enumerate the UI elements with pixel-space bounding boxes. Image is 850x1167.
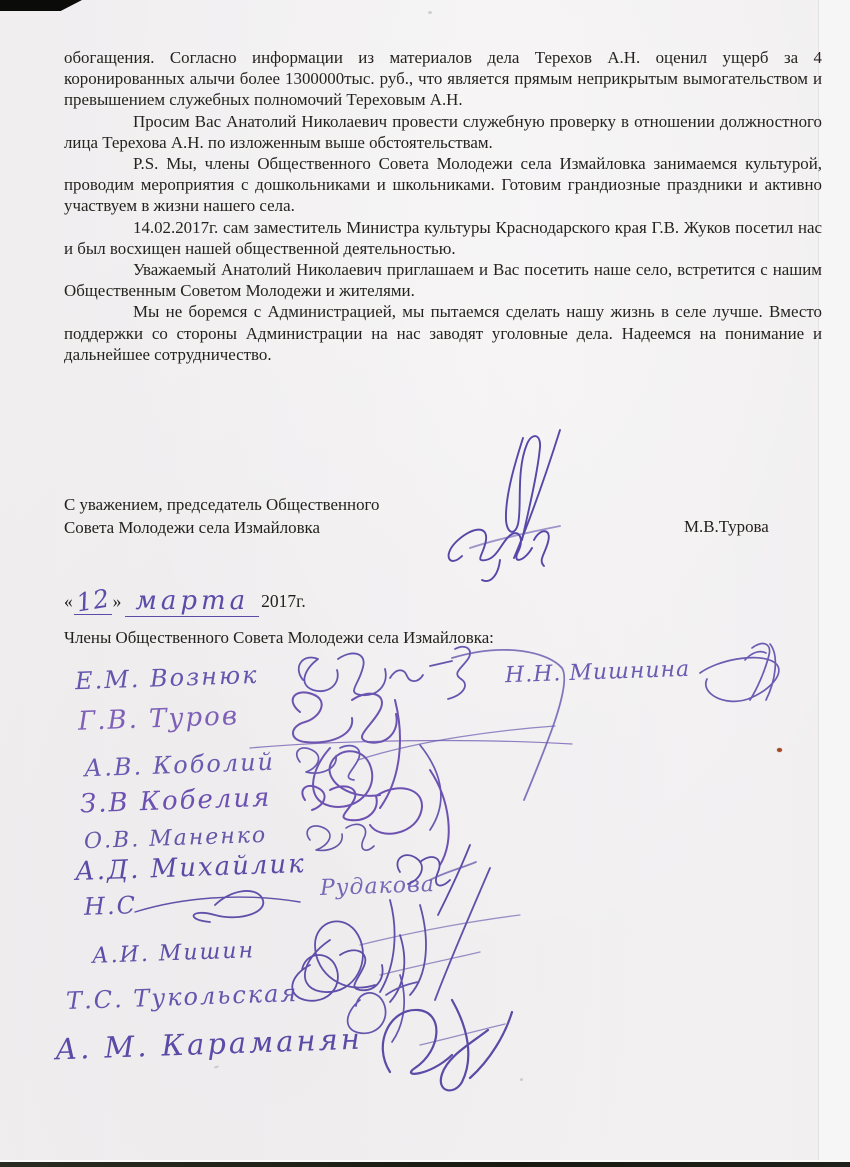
paragraph-visit: 14.02.2017г. сам заместитель Министра культуры Краснодарского края Г.В. Жуков посетил нас и был восхищен нашей общественной деятельностью.: [64, 217, 822, 258]
closing-line-2: Совета Молодежи села Измайловка: [64, 517, 321, 537]
paragraph-ps: P.S. Мы, члены Общественного Совета Молодежи села Измайловка занимаемся культурой, проводим мероприятия с дошкольниками и школьниками. Готовим грандиозные праздники и активно участвуем в жизни нашего села.: [64, 154, 822, 216]
member-name-10: А. М. Караманян: [54, 1021, 364, 1067]
paragraph-invitation: Уважаемый Анатолий Николаевич приглашаем и Вас посетить наше село, встретится с нашим Общественным Советом Молодежи и жителями.: [64, 260, 822, 301]
scan-corner-artifact: [0, 0, 82, 11]
handwritten-day: 12: [74, 583, 112, 618]
handwritten-month: марта: [135, 586, 250, 616]
closing-line-1: С уважением, председатель Общественного: [64, 495, 380, 514]
member-2-flourish: [250, 692, 572, 808]
chairman-signature-stroke: [482, 560, 500, 581]
member-name-3: А.В. Коболий: [83, 747, 276, 783]
chairman-signature-stroke: [506, 436, 540, 540]
member-3-flourish: [297, 726, 555, 830]
members-heading: Члены Общественного Совета Молодежи села Измайловка:: [64, 628, 494, 647]
chairman-signature-stroke: [534, 531, 549, 566]
paragraph-request: Просим Вас Анатолий Николаевич провести служебную проверку в отношении должностного лица Терехова А.Н. по изложенным выше обстоятельствам.: [64, 111, 822, 152]
member-name-7b: Рудакова: [319, 872, 436, 901]
member-name-4: З.В Кобелия: [79, 782, 272, 820]
letter-body: [64, 47, 822, 365]
scan-edge-strip: [818, 0, 850, 1167]
member-name-1b: Н.Н. Мишнина: [504, 656, 691, 689]
paper-speck: [520, 1078, 523, 1081]
chairman-signature-stroke: [514, 430, 560, 558]
year-label: 2017г.: [261, 591, 306, 611]
member-name-1: Е.М. Вознюк: [74, 660, 259, 696]
signer-name: М.В.Турова: [684, 517, 769, 536]
paragraph-conclusion: Мы не боремся с Администрацией, мы пытаемся сделать нашу жизнь в селе лучше. Вместо поддержки со стороны Администрации на нас заводят уголовные дела. Надеемся на понимание и дальнейшее сотрудничество.: [64, 302, 822, 364]
member-5-flourish: [307, 824, 374, 850]
member-name-7: Н.С: [83, 891, 138, 921]
paper-speck: [214, 1065, 219, 1069]
paper-speck: [428, 11, 432, 14]
scan-bottom-strip: [0, 1162, 850, 1167]
chairman-signature-stroke: [449, 530, 532, 561]
member-1b-flourish: [700, 644, 779, 702]
ink-dot-artifact: [777, 748, 782, 752]
date-line: [64, 584, 306, 617]
member-name-9: Т.С. Тукольская: [65, 978, 299, 1016]
member-10-flourish: [383, 1000, 512, 1090]
closing-block: [64, 494, 380, 539]
member-name-8: А.И. Мишин: [91, 938, 256, 969]
chairman-signature: [449, 430, 560, 581]
member-4-flourish: [302, 770, 448, 865]
member-name-5: О.В. Маненко: [83, 822, 268, 855]
close-quote: »: [112, 591, 122, 611]
open-quote: «: [64, 591, 73, 611]
member-8-flourish: [292, 935, 480, 1002]
paragraph-continuation: обогащения. Согласно информации из материалов дела Терехов А.Н. оценил ущерб за 4 коронированных алычи более 1300000тыс. руб., что является прямым неприкрытым вымогательством и превышением служебных полномочий Тереховым А.Н.: [64, 48, 822, 110]
chairman-signature-stroke: [470, 526, 560, 548]
member-name-2: Г.В. Туров: [77, 701, 240, 737]
member-name-6: А.Д. Михайлик: [74, 848, 307, 888]
